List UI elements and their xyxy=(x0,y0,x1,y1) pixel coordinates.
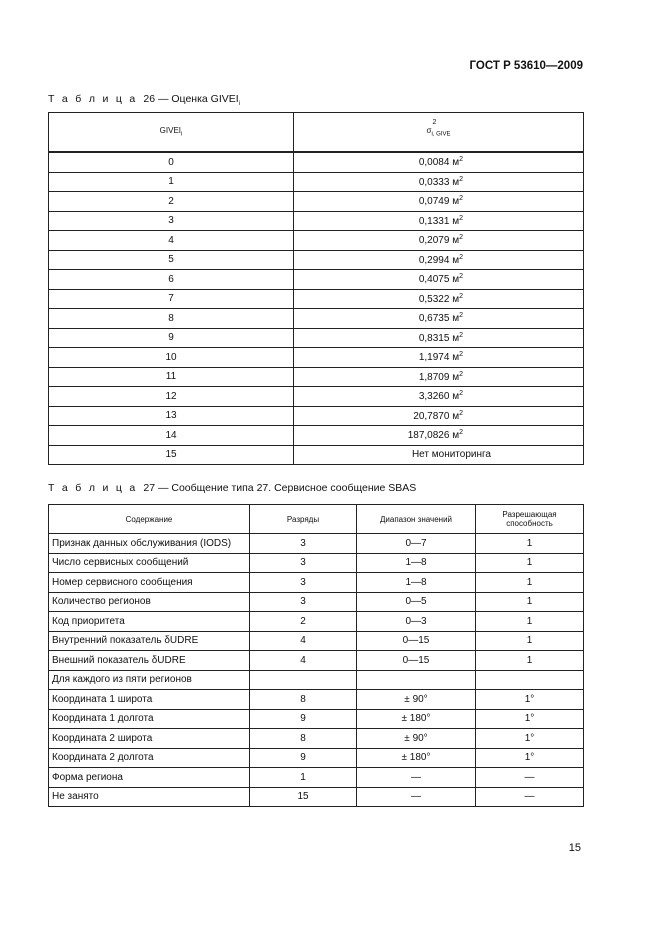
range-cell xyxy=(357,670,476,690)
givei-index: 13 xyxy=(49,406,294,426)
sigma-value: 0,8315 $м^2$ xyxy=(294,328,584,348)
table-row xyxy=(49,729,584,749)
bits-cell: 4 xyxy=(250,651,357,671)
table-row xyxy=(49,270,584,290)
table27-caption-text: 27 — Сообщение типа 27. Сервисное сообщение SBAS xyxy=(143,482,417,494)
givei-index: 15 xyxy=(49,445,294,465)
range-cell: 1—8 xyxy=(357,573,476,593)
givei-index: 3 xyxy=(49,211,294,231)
page-number: 15 xyxy=(568,842,581,854)
resolution-cell: 1 xyxy=(476,612,584,632)
sigma-value: 0,2079 $м^2$ xyxy=(294,231,584,251)
range-cell: 0—15 xyxy=(357,651,476,671)
table-row xyxy=(49,172,584,192)
table27-header-content: Содержание xyxy=(49,505,250,534)
resolution-cell: 1 xyxy=(476,631,584,651)
range-cell: 0—5 xyxy=(357,592,476,612)
givei-index: 6 xyxy=(49,270,294,290)
table26-caption-word: Т а б л и ц а xyxy=(48,93,138,105)
content-cell: Координата 2 долгота xyxy=(49,748,250,768)
table-row xyxy=(49,211,584,231)
table-row xyxy=(49,231,584,251)
sigma-value: 3,3260 $м^2$ xyxy=(294,387,584,407)
table27-caption xyxy=(48,482,416,494)
resolution-cell: — xyxy=(476,787,584,807)
sigma-value: 0,0333 $м^2$ xyxy=(294,172,584,192)
table26-header-givei: $GIVEI_i$ xyxy=(49,113,294,153)
table26-header-sigma xyxy=(294,113,584,153)
resolution-cell: 1 xyxy=(476,651,584,671)
table-row xyxy=(49,406,584,426)
givei-index: 1 xyxy=(49,172,294,192)
content-cell: Координата 1 долгота xyxy=(49,709,250,729)
table-row xyxy=(49,612,584,632)
bits-cell: 3 xyxy=(250,573,357,593)
content-cell: Признак данных обслуживания (IODS) xyxy=(49,534,250,554)
content-cell: Для каждого из пяти регионов xyxy=(49,670,250,690)
sigma-symbol: σ 2 $_{i, GIVE}$ xyxy=(426,119,451,138)
table26-caption-text: 26 — Оценка GIVEI xyxy=(143,93,239,105)
table-row xyxy=(49,553,584,573)
range-cell: 0—3 xyxy=(357,612,476,632)
table26 xyxy=(48,112,584,465)
sigma-value: 0,6735 $м^2$ xyxy=(294,309,584,329)
range-cell: ± 180° xyxy=(357,709,476,729)
range-cell: 0—7 xyxy=(357,534,476,554)
bits-cell: 3 xyxy=(250,553,357,573)
bits-cell: 8 xyxy=(250,729,357,749)
table-row xyxy=(49,787,584,807)
givei-index: 8 xyxy=(49,309,294,329)
table27-caption-word: Т а б л и ц а xyxy=(48,482,138,494)
sigma-value: 1,1974 $м^2$ xyxy=(294,348,584,368)
bits-cell: 2 xyxy=(250,612,357,632)
table-row xyxy=(49,748,584,768)
resolution-cell: — xyxy=(476,768,584,788)
resolution-cell xyxy=(476,670,584,690)
content-cell: Номер сервисного сообщения xyxy=(49,573,250,593)
givei-index: 10 xyxy=(49,348,294,368)
bits-cell: 9 xyxy=(250,709,357,729)
range-cell: — xyxy=(357,768,476,788)
table-row xyxy=(49,192,584,212)
table-row xyxy=(49,670,584,690)
table-row xyxy=(49,367,584,387)
resolution-cell: 1 xyxy=(476,534,584,554)
sigma-value: 0,4075 $м^2$ xyxy=(294,270,584,290)
content-cell: Число сервисных сообщений xyxy=(49,553,250,573)
table-row xyxy=(49,250,584,270)
bits-cell: 4 xyxy=(250,631,357,651)
resolution-cell: 1 xyxy=(476,553,584,573)
bits-cell: 3 xyxy=(250,534,357,554)
givei-index: 12 xyxy=(49,387,294,407)
content-cell: Внутренний показатель δUDRE xyxy=(49,631,250,651)
table-row xyxy=(49,651,584,671)
table-row xyxy=(49,573,584,593)
givei-index: 11 xyxy=(49,367,294,387)
sigma-value: 187,0826 $м^2$ xyxy=(294,426,584,446)
table-row xyxy=(49,387,584,407)
resolution-cell: 1° xyxy=(476,690,584,710)
table-row xyxy=(49,768,584,788)
resolution-cell: 1° xyxy=(476,729,584,749)
bits-cell xyxy=(250,670,357,690)
table-row xyxy=(49,534,584,554)
table-row xyxy=(49,348,584,368)
sigma-value: 20,7870 $м^2$ xyxy=(294,406,584,426)
givei-index: 0 xyxy=(49,152,294,172)
table26-caption-sub: i xyxy=(238,101,241,107)
givei-index: 2 xyxy=(49,192,294,212)
bits-cell: 3 xyxy=(250,592,357,612)
content-cell: Форма региона xyxy=(49,768,250,788)
table-row xyxy=(49,709,584,729)
content-cell: Координата 2 широта xyxy=(49,729,250,749)
range-cell: ± 90° xyxy=(357,690,476,710)
range-cell: 0—15 xyxy=(357,631,476,651)
table-row xyxy=(49,631,584,651)
content-cell: Код приоритета xyxy=(49,612,250,632)
table-row xyxy=(49,690,584,710)
table27-header-bits: Разряды xyxy=(250,505,357,534)
givei-index: 5 xyxy=(49,250,294,270)
sigma-value: 0,5322 $м^2$ xyxy=(294,289,584,309)
table-row xyxy=(49,289,584,309)
givei-index: 9 xyxy=(49,328,294,348)
givei-index: 7 xyxy=(49,289,294,309)
sigma-value: 1,8709 $м^2$ xyxy=(294,367,584,387)
range-cell: — xyxy=(357,787,476,807)
bits-cell: 15 xyxy=(250,787,357,807)
standard-number: ГОСТ Р 53610—2009 xyxy=(469,60,583,72)
resolution-cell: 1 xyxy=(476,592,584,612)
table-row xyxy=(49,309,584,329)
givei-index: 14 xyxy=(49,426,294,446)
givei-index: 4 xyxy=(49,231,294,251)
resolution-cell: 1° xyxy=(476,748,584,768)
table27 xyxy=(48,504,584,807)
table-row xyxy=(49,426,584,446)
table26-caption xyxy=(48,93,240,107)
bits-cell: 8 xyxy=(250,690,357,710)
sigma-value: 0,0749 $м^2$ xyxy=(294,192,584,212)
content-cell: Количество регионов xyxy=(49,592,250,612)
sigma-value: 0,1331 $м^2$ xyxy=(294,211,584,231)
table-row xyxy=(49,328,584,348)
content-cell: Координата 1 широта xyxy=(49,690,250,710)
bits-cell: 1 xyxy=(250,768,357,788)
bits-cell: 9 xyxy=(250,748,357,768)
resolution-cell: 1° xyxy=(476,709,584,729)
table-row xyxy=(49,592,584,612)
range-cell: ± 180° xyxy=(357,748,476,768)
range-cell: ± 90° xyxy=(357,729,476,749)
sigma-value: 0,2994 $м^2$ xyxy=(294,250,584,270)
range-cell: 1—8 xyxy=(357,553,476,573)
sigma-value: 0,0084 $м^2$ xyxy=(294,152,584,172)
sigma-value: Нет мониторинга xyxy=(294,445,584,465)
content-cell: Внешний показатель δUDRE xyxy=(49,651,250,671)
table27-header-resolution: Разрешающая способность xyxy=(476,505,584,534)
table-row xyxy=(49,152,584,172)
resolution-cell: 1 xyxy=(476,573,584,593)
table27-header-range: Диапазон значений xyxy=(357,505,476,534)
content-cell: Не занято xyxy=(49,787,250,807)
table-row xyxy=(49,445,584,465)
